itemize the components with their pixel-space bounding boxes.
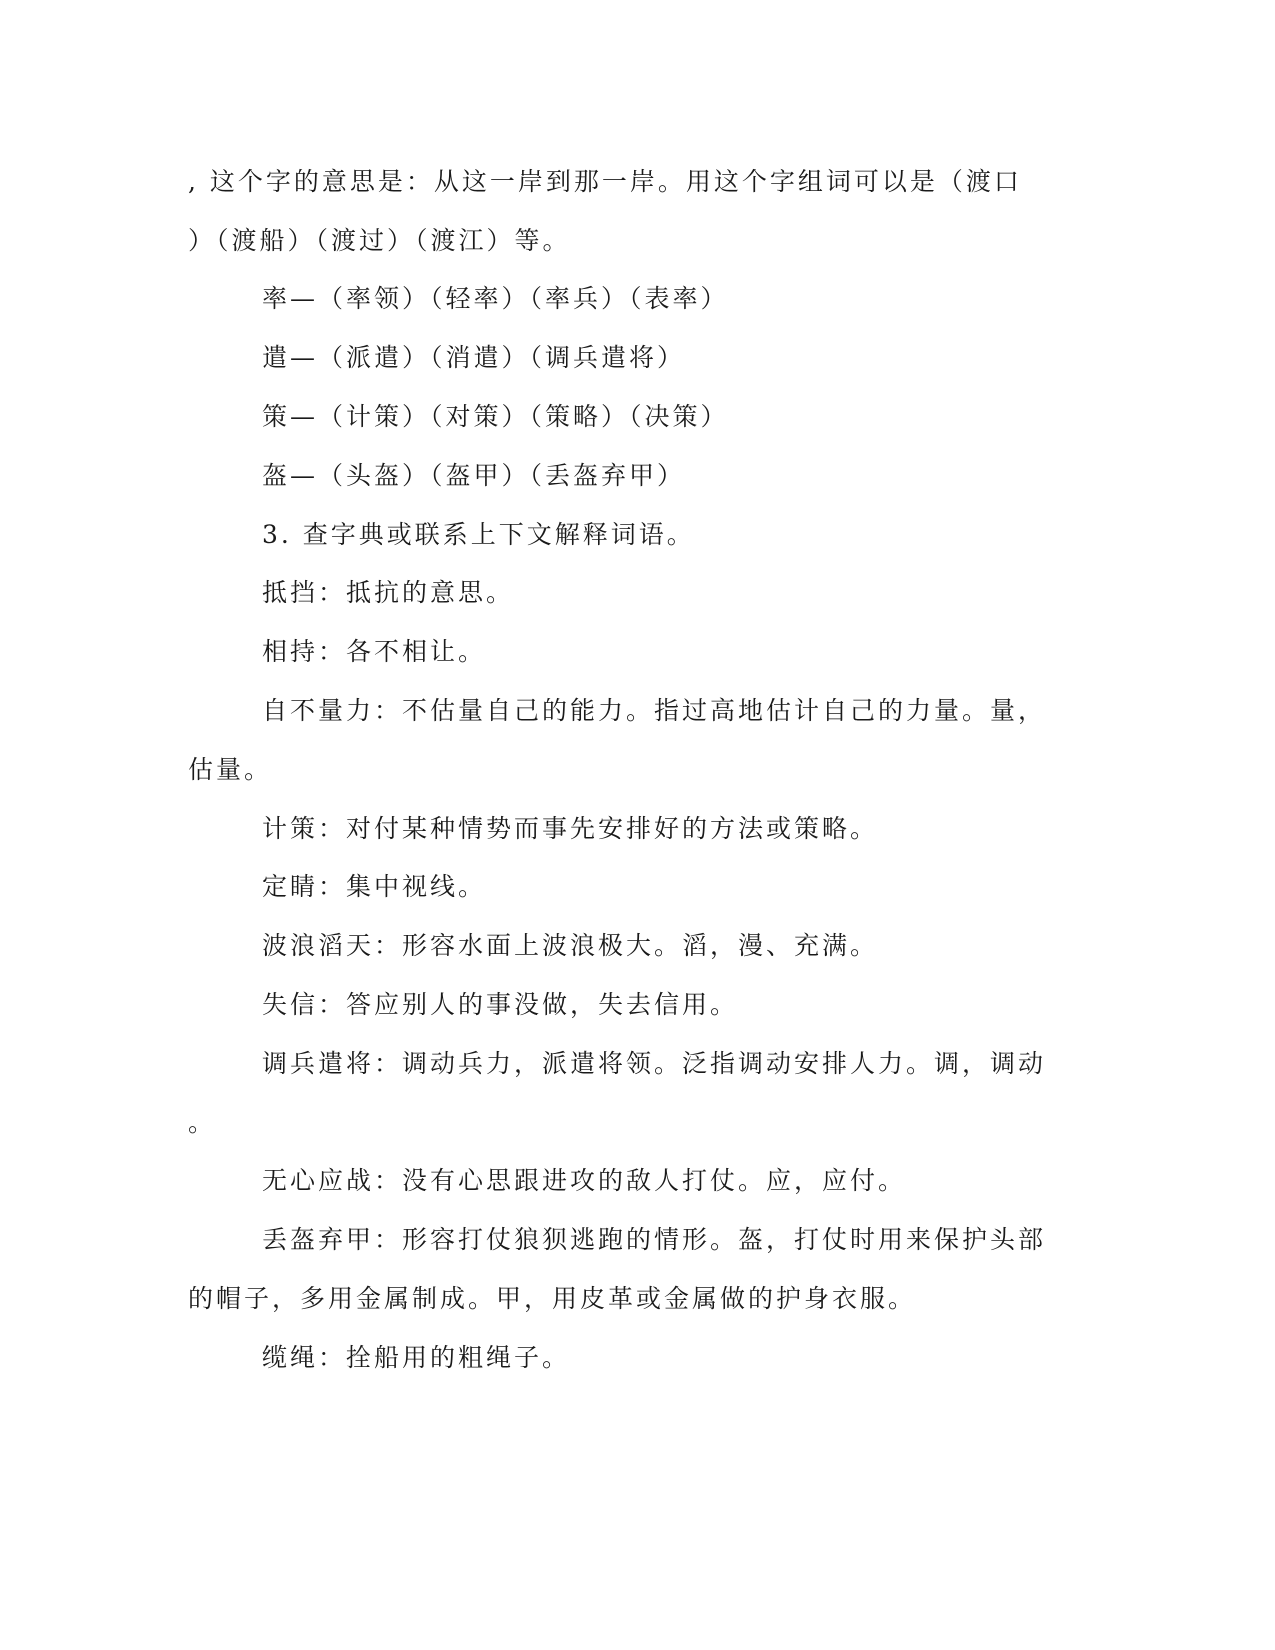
definition-line: 缆绳：拴船用的粗绳子。 xyxy=(262,1343,571,1372)
definition-line: 调兵遣将：调动兵力，派遣将领。泛指调动安排人力。调，调动 xyxy=(262,1049,1047,1078)
definition-line: 波浪滔天：形容水面上波浪极大。滔，漫、充满。 xyxy=(262,931,879,960)
definition-line: 失信：答应别人的事没做，失去信用。 xyxy=(262,990,739,1019)
text-line: 策—（计策）（对策）（策略）（决策） xyxy=(262,402,729,431)
definition-line: 丢盔弃甲：形容打仗狼狈逃跑的情形。盔，打仗时用来保护头部 xyxy=(262,1225,1047,1254)
text-line: 率—（率领）（轻率）（率兵）（表率） xyxy=(262,284,729,313)
text-line: 盔—（头盔）（盔甲）（丢盔弃甲） xyxy=(262,461,686,490)
text-line: , 这个字的意思是：从这一岸到那一岸。用这个字组词可以是（渡口 xyxy=(188,167,1022,196)
text-line: 遣—（派遣）（消遣）（调兵遣将） xyxy=(262,343,686,372)
definition-line: 自不量力：不估量自己的能力。指过高地估计自己的力量。量， xyxy=(262,696,1047,725)
definition-line: 相持：各不相让。 xyxy=(262,637,487,666)
definition-line-continued: 估量。 xyxy=(188,755,273,784)
definition-line-continued: 的帽子，多用金属制成。甲，用皮革或金属做的护身衣服。 xyxy=(188,1284,917,1313)
definition-line: 计策：对付某种情势而事先安排好的方法或策略。 xyxy=(262,814,879,843)
text-line: ）（渡船）（渡过）（渡江）等。 xyxy=(188,226,571,255)
definition-line-continued: 。 xyxy=(188,1108,217,1137)
section-heading: 3. 查字典或联系上下文解释词语。 xyxy=(262,520,695,549)
definition-line: 无心应战：没有心思跟进攻的敌人打仗。应，应付。 xyxy=(262,1166,907,1195)
definition-line: 抵挡：抵抗的意思。 xyxy=(262,578,515,607)
definition-line: 定睛：集中视线。 xyxy=(262,872,487,901)
